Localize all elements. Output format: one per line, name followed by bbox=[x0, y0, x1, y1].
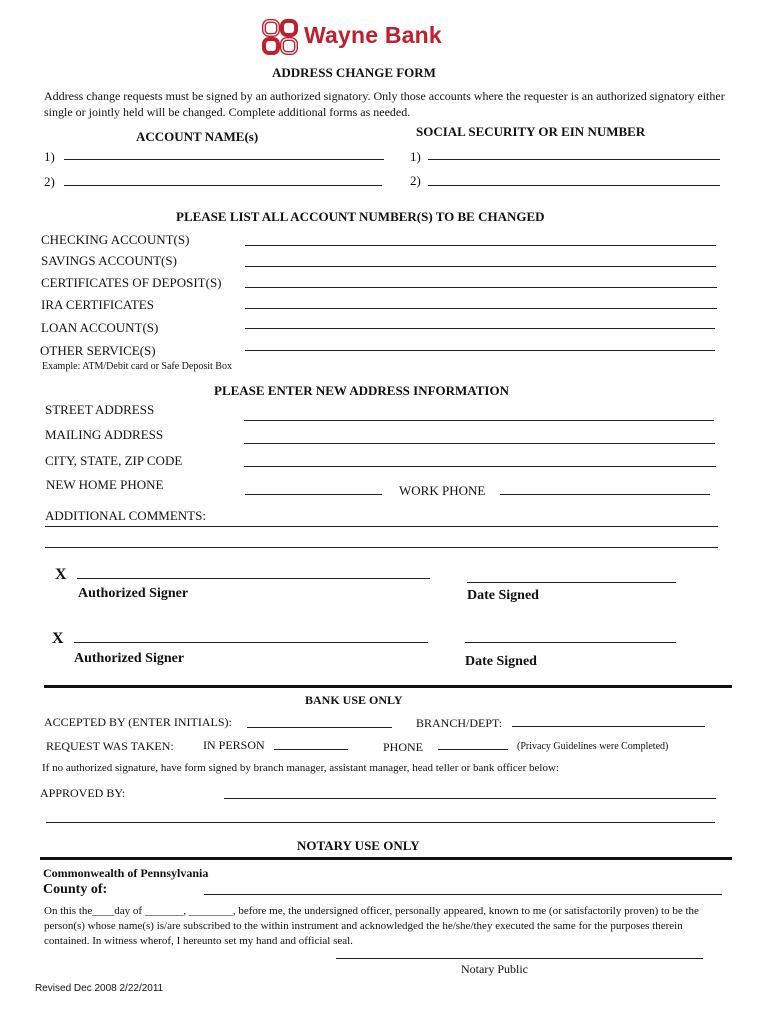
street-address-field[interactable] bbox=[244, 420, 714, 421]
work-phone-label: WORK PHONE bbox=[399, 483, 486, 498]
city-state-zip-field[interactable] bbox=[244, 466, 716, 467]
notary-divider bbox=[40, 857, 732, 860]
street-address-label: STREET ADDRESS bbox=[45, 402, 155, 417]
cd-field[interactable] bbox=[245, 287, 717, 288]
mailing-address-field[interactable] bbox=[244, 443, 715, 444]
wayne-bank-knot-icon bbox=[260, 17, 300, 57]
ssn-1-field[interactable] bbox=[428, 159, 720, 160]
ira-label: IRA CERTIFICATES bbox=[41, 297, 154, 312]
ssn-2-label: 2) bbox=[410, 173, 421, 188]
date-2-label: Date Signed bbox=[465, 654, 537, 669]
bank-name: Wayne Bank bbox=[304, 22, 442, 48]
signature-2-x: X bbox=[52, 630, 64, 647]
account-name-1-label: 1) bbox=[44, 149, 55, 164]
other-service-label: OTHER SERVICE(S) bbox=[40, 343, 156, 358]
branch-dept-label: BRANCH/DEPT: bbox=[416, 716, 503, 730]
signature-1-field[interactable] bbox=[77, 578, 430, 579]
bank-logo bbox=[258, 16, 456, 58]
checking-label: CHECKING ACCOUNT(S) bbox=[41, 232, 190, 247]
loan-field[interactable] bbox=[245, 328, 715, 329]
account-name-1-field[interactable] bbox=[64, 159, 384, 160]
account-names-heading: ACCOUNT NAME(s) bbox=[136, 129, 259, 144]
signature-1-x: X bbox=[55, 566, 67, 583]
bank-use-heading: BANK USE ONLY bbox=[305, 693, 403, 707]
other-service-example: Example: ATM/Debit card or Safe Deposit Box bbox=[42, 361, 232, 372]
approved-by-field-2[interactable] bbox=[46, 822, 715, 823]
notary-signature-field[interactable] bbox=[336, 958, 703, 959]
intro-text: Address change requests must be signed by an authorized signatory. Only those accounts where the requester is an authorized signatory either single or jointly held will be changed. Complete additional forms as needed. bbox=[44, 89, 725, 119]
ssn-1-label: 1) bbox=[410, 149, 421, 164]
other-service-field[interactable] bbox=[245, 350, 715, 351]
privacy-note: (Privacy Guidelines were Completed) bbox=[517, 741, 669, 752]
phone-field[interactable] bbox=[438, 749, 508, 750]
comments-label: ADDITIONAL COMMENTS: bbox=[45, 508, 206, 523]
date-1-label: Date Signed bbox=[467, 588, 539, 603]
branch-dept-field[interactable] bbox=[512, 726, 705, 727]
mailing-address-label: MAILING ADDRESS bbox=[45, 427, 164, 442]
form-title: ADDRESS CHANGE FORM bbox=[272, 65, 436, 80]
comments-field-1[interactable] bbox=[45, 526, 718, 527]
notary-public-label: Notary Public bbox=[461, 962, 528, 976]
accepted-by-label: ACCEPTED BY (ENTER INITIALS): bbox=[44, 715, 232, 729]
savings-label: SAVINGS ACCOUNT(S) bbox=[41, 253, 177, 268]
no-auth-note: If no authorized signature, have form signed by branch manager, assistant manager, head teller or bank officer below: bbox=[42, 762, 559, 774]
checking-field[interactable] bbox=[245, 245, 716, 246]
home-phone-label: NEW HOME PHONE bbox=[46, 477, 164, 492]
account-name-2-label: 2) bbox=[44, 174, 55, 189]
date-1-field[interactable] bbox=[467, 582, 676, 583]
bank-use-divider bbox=[44, 685, 732, 688]
loan-label: LOAN ACCOUNT(S) bbox=[41, 320, 159, 335]
comments-field-2[interactable] bbox=[45, 547, 718, 548]
approved-by-label: APPROVED BY: bbox=[40, 786, 126, 800]
home-phone-field[interactable] bbox=[245, 494, 382, 495]
phone-label: PHONE bbox=[383, 740, 424, 754]
commonwealth-label: Commonwealth of Pennsylvania bbox=[43, 866, 209, 880]
new-address-heading: PLEASE ENTER NEW ADDRESS INFORMATION bbox=[214, 383, 509, 398]
ssn-2-field[interactable] bbox=[428, 185, 720, 186]
signature-2-field[interactable] bbox=[74, 642, 428, 643]
county-field[interactable] bbox=[204, 894, 722, 895]
work-phone-field[interactable] bbox=[500, 494, 710, 495]
in-person-field[interactable] bbox=[274, 749, 348, 750]
account-name-2-field[interactable] bbox=[64, 185, 382, 186]
request-taken-label: REQUEST WAS TAKEN: bbox=[46, 739, 174, 753]
savings-field[interactable] bbox=[245, 266, 716, 267]
notary-text: On this the____day of _______, ________, before me, the undersigned officer, personally appeared, known to me (or satisfactorily proven) to be the person(s) whose name(s) is/are subscribed to the within instrument and acknowledged the he/she/they executed the same for the purposes therein contained. In witness wherof, I hereunto set my hand and official seal. bbox=[44, 905, 699, 947]
revision-date: Revised Dec 2008 2/22/2011 bbox=[35, 983, 164, 994]
in-person-label: IN PERSON bbox=[203, 738, 265, 752]
approved-by-field[interactable] bbox=[224, 798, 716, 799]
ssn-heading: SOCIAL SECURITY OR EIN NUMBER bbox=[416, 124, 646, 139]
notary-heading: NOTARY USE ONLY bbox=[297, 838, 420, 853]
county-label: County of: bbox=[43, 882, 108, 897]
date-2-field[interactable] bbox=[465, 642, 676, 643]
account-numbers-heading: PLEASE LIST ALL ACCOUNT NUMBER(S) TO BE CHANGED bbox=[176, 209, 545, 224]
city-state-zip-label: CITY, STATE, ZIP CODE bbox=[45, 453, 183, 468]
ira-field[interactable] bbox=[245, 308, 717, 309]
signature-1-label: Authorized Signer bbox=[78, 586, 189, 601]
signature-2-label: Authorized Signer bbox=[74, 651, 185, 666]
cd-label: CERTIFICATES OF DEPOSIT(S) bbox=[41, 275, 222, 290]
accepted-by-field[interactable] bbox=[247, 727, 392, 728]
